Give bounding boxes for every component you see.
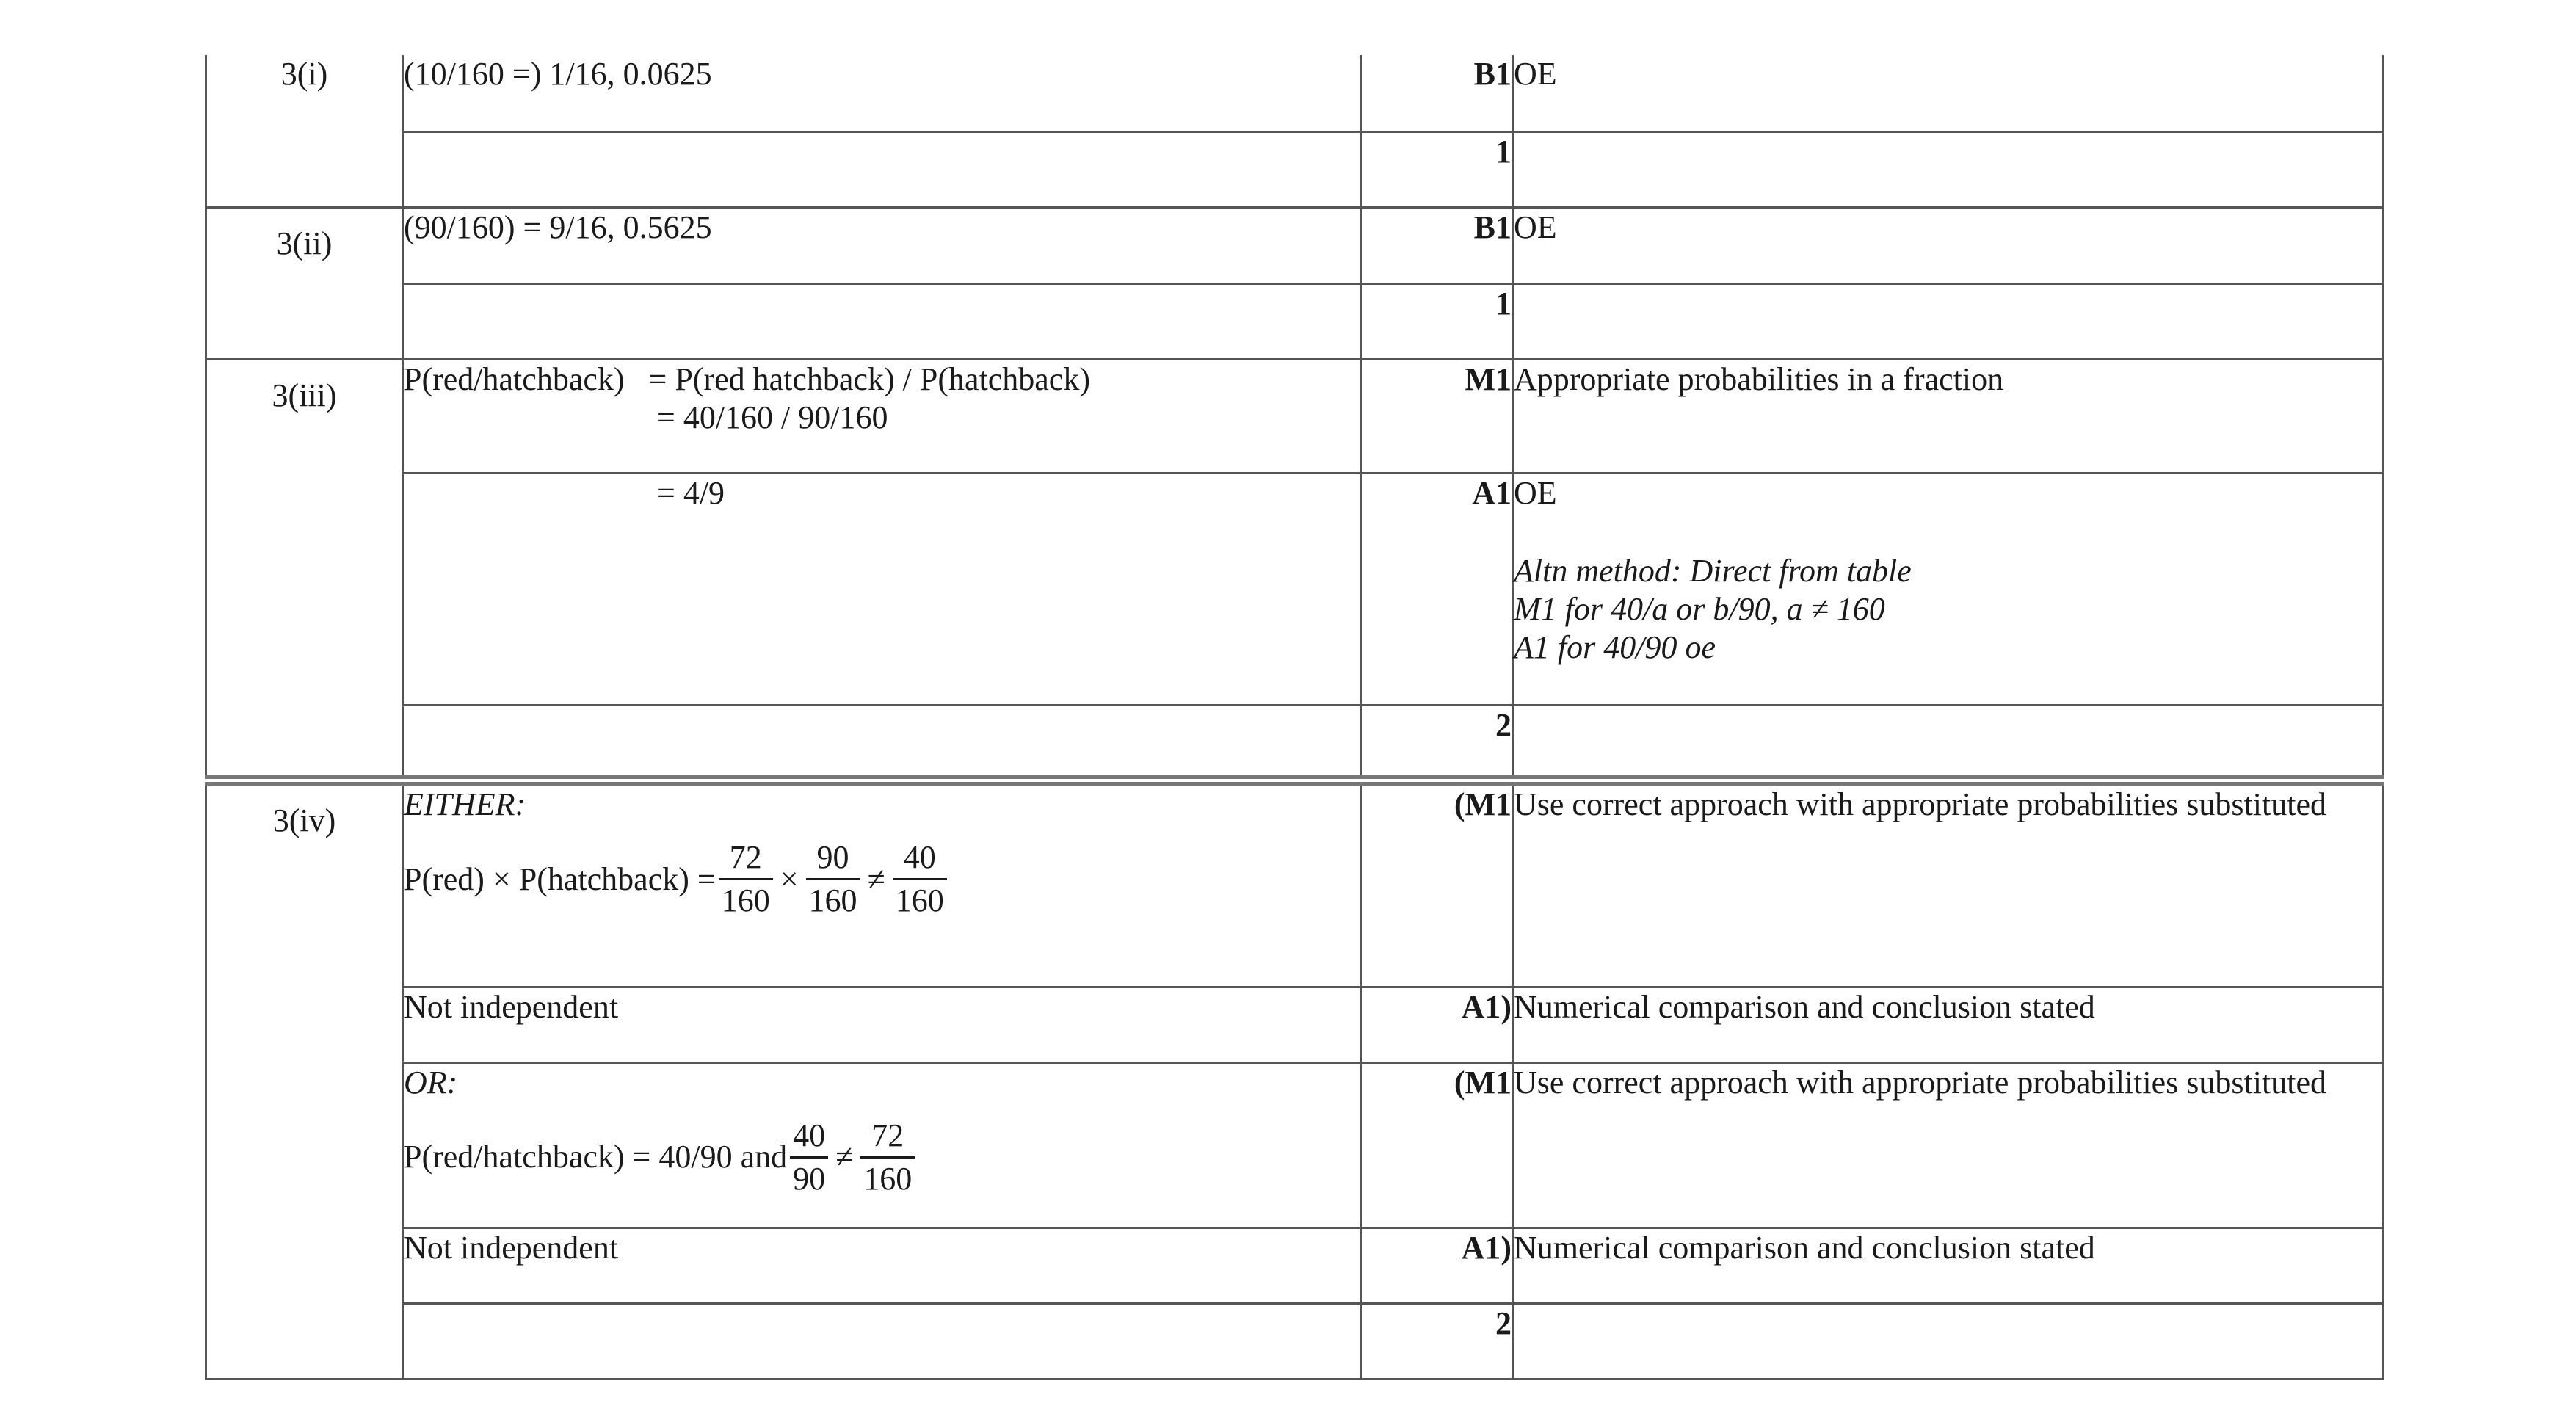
- fraction-denominator: 160: [808, 882, 857, 918]
- table-row: [206, 359, 2384, 473]
- math-expression: [404, 1115, 1360, 1200]
- guidance-alt-line: Altn method: Direct from table: [1514, 552, 1912, 589]
- answer-cell: (10/160 =) 1/16, 0.0625: [403, 55, 1361, 131]
- question-cell: [206, 359, 403, 780]
- table-row: [206, 55, 2384, 131]
- table-row: [206, 1303, 2384, 1379]
- fraction: [860, 1115, 915, 1200]
- answer-cell: Not independent: [403, 1228, 1361, 1303]
- mark-cell: M1: [1361, 359, 1513, 473]
- table-row: [206, 283, 2384, 359]
- guidance-cell: Use correct approach with appropriate probabilities substituted: [1513, 780, 2384, 987]
- guidance-alt-line: M1 for 40/a or b/90, a ≠ 160: [1514, 590, 1885, 627]
- guidance-cell: OE: [1513, 55, 2384, 131]
- answer-cell: (90/160) = 9/16, 0.5625: [403, 207, 1361, 283]
- not-equal-operator: ≠: [867, 860, 885, 897]
- table-row: [206, 131, 2384, 207]
- fraction-numerator: 40: [790, 1115, 828, 1159]
- table-row: [206, 987, 2384, 1062]
- fraction-numerator: 90: [806, 837, 860, 880]
- answer-line: = 4/9: [657, 474, 725, 511]
- fraction-denominator: 160: [721, 882, 770, 918]
- question-label: 3(ii): [276, 225, 333, 261]
- expression-lhs: P(red) × P(hatchback) =: [404, 860, 716, 897]
- table-row: [206, 780, 2384, 987]
- answer-cell: [403, 1062, 1361, 1228]
- fraction-numerator: 72: [719, 837, 773, 880]
- guidance-cell: [1513, 473, 2384, 705]
- either-label: EITHER:: [404, 786, 526, 822]
- table-row: [206, 1062, 2384, 1228]
- math-expression: [404, 837, 1360, 921]
- total-mark-cell: 1: [1361, 131, 1513, 207]
- fraction-denominator: 90: [793, 1160, 826, 1197]
- fraction: [806, 837, 860, 921]
- fraction: [893, 837, 947, 921]
- guidance-cell: Use correct approach with appropriate probabilities substituted: [1513, 1062, 2384, 1228]
- times-operator: ×: [780, 860, 799, 897]
- mark-cell: (M1: [1361, 1062, 1513, 1228]
- answer-cell: [403, 359, 1361, 473]
- question-label: 3(iv): [272, 802, 336, 838]
- question-cell: [206, 55, 403, 207]
- mark-scheme-table: [205, 55, 2384, 1380]
- expression-lhs: P(red/hatchback) = 40/90 and: [404, 1139, 788, 1175]
- table-row: [206, 1228, 2384, 1303]
- not-equal-operator: ≠: [835, 1139, 854, 1175]
- question-cell: [206, 207, 403, 359]
- mark-cell: B1: [1361, 55, 1513, 131]
- fraction: [790, 1115, 828, 1200]
- answer-line: P(red/hatchback) = P(red hatchback) / P(hatchback): [404, 360, 1090, 397]
- guidance-alt-line: A1 for 40/90 oe: [1514, 628, 1716, 665]
- fraction-denominator: 160: [895, 882, 944, 918]
- answer-cell: Not independent: [403, 987, 1361, 1062]
- mark-cell: A1): [1361, 987, 1513, 1062]
- table-row: [206, 207, 2384, 283]
- table-row: [206, 705, 2384, 780]
- guidance-cell: Numerical comparison and conclusion stated: [1513, 987, 2384, 1062]
- fraction-numerator: 40: [893, 837, 947, 880]
- total-mark-cell: 2: [1361, 1303, 1513, 1379]
- mark-cell: (M1: [1361, 780, 1513, 987]
- question-label: 3(iii): [272, 377, 337, 413]
- question-cell: [206, 780, 403, 1379]
- guidance-text: OE: [1514, 474, 1557, 511]
- table-row: [206, 473, 2384, 705]
- guidance-cell: OE: [1513, 207, 2384, 283]
- guidance-cell: Appropriate probabilities in a fraction: [1513, 359, 2384, 473]
- answer-cell: [403, 473, 1361, 705]
- mark-cell: B1: [1361, 207, 1513, 283]
- total-mark-cell: 2: [1361, 705, 1513, 780]
- answer-cell: [403, 780, 1361, 987]
- mark-cell: A1): [1361, 1228, 1513, 1303]
- fraction: [719, 837, 773, 921]
- total-mark-cell: 1: [1361, 283, 1513, 359]
- question-label: 3(i): [280, 56, 328, 92]
- guidance-cell: Numerical comparison and conclusion stated: [1513, 1228, 2384, 1303]
- answer-line: = 40/160 / 90/160: [657, 399, 888, 435]
- or-label: OR:: [404, 1064, 458, 1101]
- mark-cell: A1: [1361, 473, 1513, 705]
- fraction-numerator: 72: [860, 1115, 915, 1159]
- fraction-denominator: 160: [863, 1160, 913, 1197]
